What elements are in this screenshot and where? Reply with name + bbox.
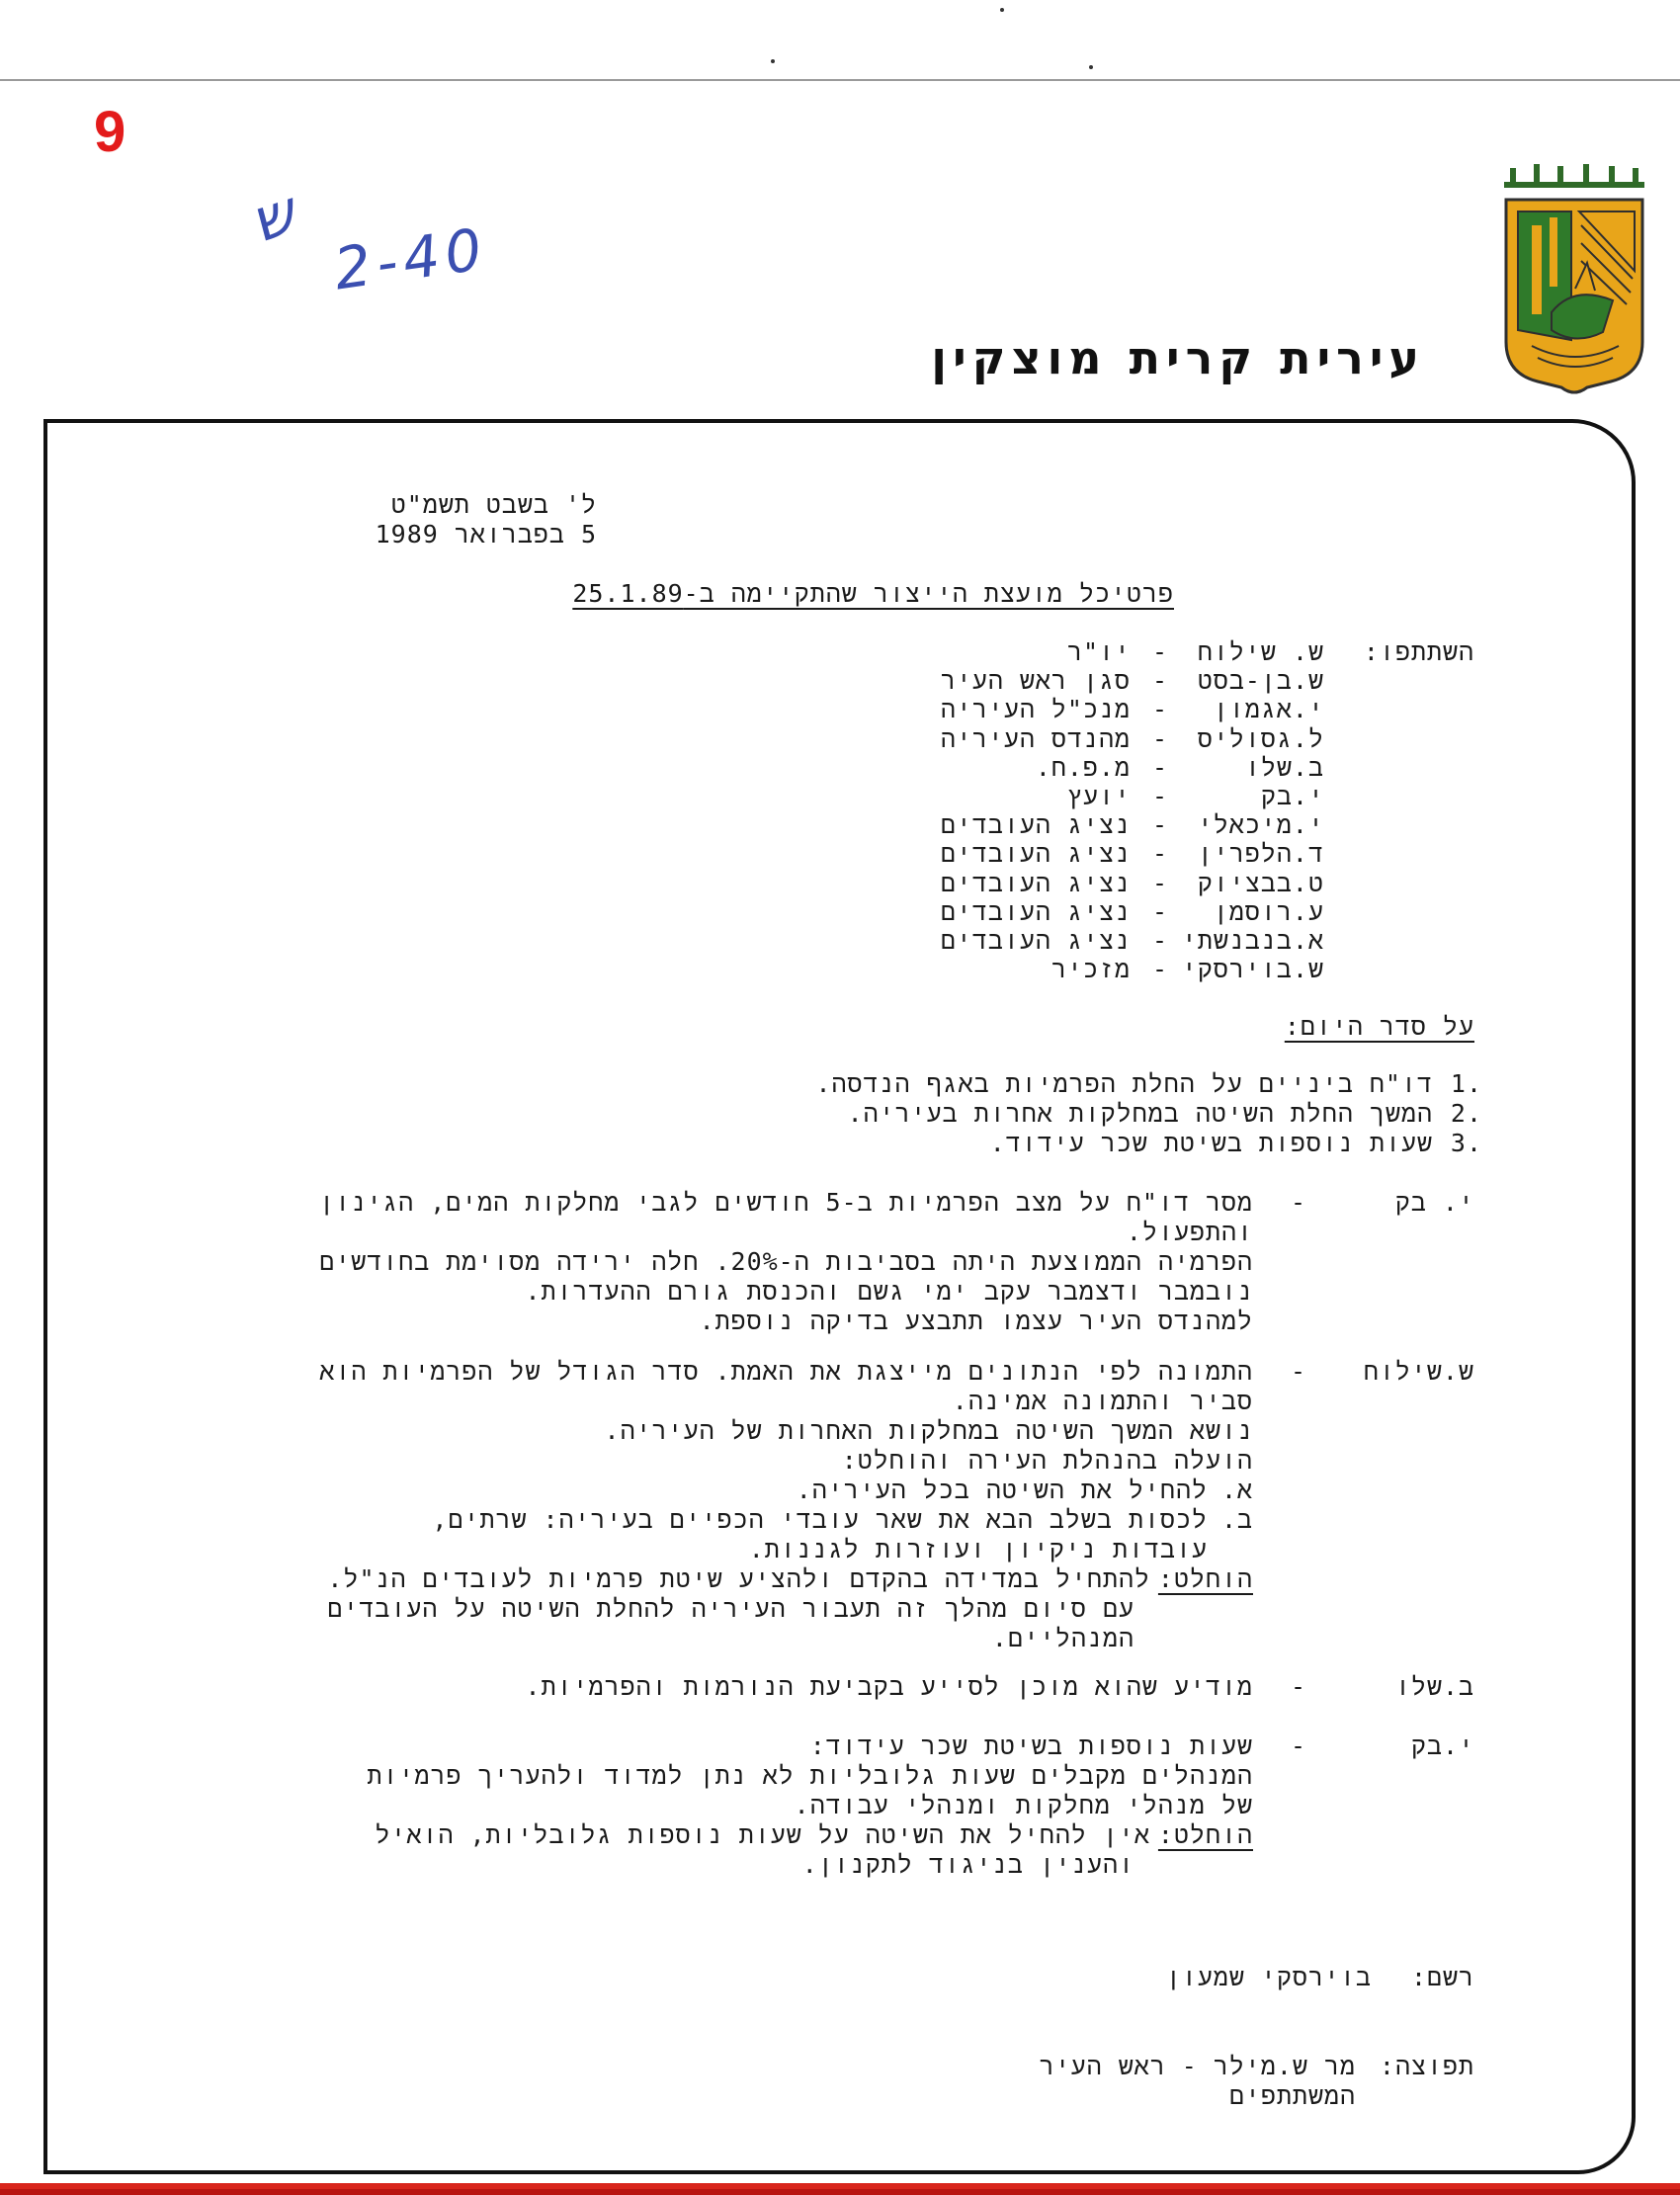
speaker-name: ב.שלו — [1394, 1672, 1474, 1701]
agenda-list — [692, 1069, 1482, 1158]
participant-row — [889, 869, 1324, 897]
agenda-text: דו"ח ביניים על החלת הפרמיות באגף הנדסה. — [815, 1069, 1433, 1098]
participant-name: ע.רוסמן — [1213, 896, 1324, 926]
participant-name: י.אגמון — [1213, 695, 1324, 724]
text-line: והתפעול. — [1126, 1218, 1253, 1246]
participant-row — [889, 810, 1324, 839]
participant-role: נציג העובדים — [940, 896, 1131, 926]
participant-dash: - — [1151, 810, 1168, 840]
participant-row — [889, 926, 1324, 955]
agenda-number: 2. — [1450, 1099, 1482, 1128]
text-line: הועלה בהנהלת העירה והוחלט: — [841, 1446, 1253, 1475]
participant-row — [889, 753, 1324, 782]
text-line: למהנדס העיר עצמו תתבצע בדיקה נוספת. — [699, 1307, 1253, 1335]
text-line: המנהלים מקבלים שעות גלובליות לא נתן למדוד ולהעריך פרמיות — [367, 1761, 1253, 1790]
participant-dash: - — [1151, 955, 1168, 984]
participant-row — [889, 637, 1324, 666]
participant-role: יועץ — [1066, 781, 1131, 810]
recorder-label: רשם: — [1410, 1963, 1474, 1991]
city-crest-logo — [1502, 164, 1646, 401]
subitem-label: ב. — [1220, 1505, 1253, 1534]
participant-name: ט.בבציוק — [1197, 868, 1324, 897]
handwritten-file-ref: 2-40 — [330, 214, 492, 303]
city-name-header: עירית קרית מוצקין — [931, 331, 1425, 384]
agenda-label: על סדר היום: — [1284, 1012, 1474, 1041]
page-number: 9 — [94, 100, 126, 164]
decision-text: המנהליים. — [991, 1624, 1134, 1652]
participants-label: השתתפו: — [1363, 637, 1474, 666]
participant-row — [889, 782, 1324, 810]
decision-subitem — [319, 1476, 1253, 1505]
participant-role: נציג העובדים — [940, 810, 1131, 840]
participant-dash: - — [1151, 781, 1168, 810]
decision-text: עם סיום מהלך זה תעבור העיריה להחלת השיטה על העובדים — [327, 1594, 1134, 1623]
document-title: פרטיכל מועצת הייצור שהתקיימה ב-25.1.89 — [572, 579, 1174, 608]
speaker-name: ש.שילוח — [1363, 1357, 1474, 1386]
participant-dash: - — [1151, 896, 1168, 926]
decision-text: אין להחיל את השיטה על שעות נוספות גלובליות, הואיל — [375, 1820, 1150, 1849]
speaker-dash: - — [1290, 1188, 1306, 1217]
decision-label: הוחלט: — [1157, 1564, 1253, 1593]
participants-list — [889, 637, 1324, 983]
participant-name: ש.בוירסקי — [1181, 955, 1324, 984]
agenda-number: 3. — [1450, 1129, 1482, 1157]
decision-subitem — [319, 1505, 1253, 1535]
participant-dash: - — [1151, 868, 1168, 897]
speaker-name: י. בק — [1394, 1188, 1474, 1217]
participant-role: יו"ר — [1066, 637, 1131, 666]
participant-name: ל.גסוליס — [1197, 723, 1324, 753]
agenda-item — [692, 1069, 1482, 1099]
participant-dash: - — [1151, 695, 1168, 724]
text-line: שעות נוספות בשיטת שכר עידוד: — [809, 1731, 1253, 1760]
distribution-line: המשתתפים — [1228, 2081, 1356, 2110]
participant-name: ש. שילוח — [1197, 637, 1324, 666]
participant-role: מזכיר — [1050, 955, 1131, 984]
decision-block — [367, 1820, 1253, 1880]
subitem-label: א. — [1220, 1476, 1253, 1504]
footer-red-bar — [0, 2189, 1680, 2195]
participant-row — [889, 955, 1324, 983]
scan-dot — [1089, 65, 1093, 69]
handwritten-initials: ש — [242, 178, 304, 257]
scan-dot — [1000, 8, 1004, 12]
participant-dash: - — [1151, 637, 1168, 666]
participant-dash: - — [1151, 752, 1168, 782]
participant-row — [889, 724, 1324, 753]
agenda-text: שעות נוספות בשיטת שכר עידוד. — [989, 1129, 1433, 1157]
participant-dash: - — [1151, 666, 1168, 696]
paragraph-overtime — [367, 1731, 1253, 1880]
paragraph-shalev: מודיע שהוא מוכן לסייע בקביעת הנורמות והפרמיות. — [525, 1672, 1253, 1701]
participant-name: י.בק — [1260, 781, 1324, 810]
text-line: נושא המשך השיטה במחלקות האחרות של העיריה. — [604, 1416, 1253, 1445]
decision-text: והענין בניגוד לתקנון. — [801, 1850, 1134, 1879]
decision-label: הוחלט: — [1157, 1820, 1253, 1849]
participant-name: י.מיכאלי — [1197, 810, 1324, 840]
participant-role: סגן ראש העיר — [940, 666, 1131, 696]
date-gregorian: 5 בפברואר 1989 — [375, 520, 597, 549]
text-line: מסר דו"ח על מצב הפרמיות ב-5 חודשים לגבי מחלקות המים, הגינון — [319, 1188, 1253, 1217]
speaker-dash: - — [1290, 1731, 1306, 1760]
speaker-name: י.בק — [1410, 1731, 1474, 1760]
distribution-line: מר ש.מילר - ראש העיר — [1039, 2052, 1356, 2080]
paragraph-bek-report — [319, 1188, 1253, 1336]
speaker-dash: - — [1290, 1672, 1306, 1701]
scan-dot — [771, 59, 775, 63]
participant-name: א.בנבנשתי — [1181, 925, 1324, 955]
date-hebrew: ל' בשבט תשמ"ט — [390, 490, 597, 519]
paragraph-shiloach — [319, 1357, 1253, 1653]
participant-role: נציג העובדים — [940, 868, 1131, 897]
participant-role: נציג העובדים — [940, 839, 1131, 869]
agenda-number: 1. — [1450, 1069, 1482, 1098]
decision-block — [319, 1564, 1253, 1653]
participant-name: ד.הלפרין — [1197, 839, 1324, 869]
text-line: הפרמיה הממוצעת היתה בסביבות ה-20%. חלה ירידה מסוימת בחודשים — [319, 1247, 1253, 1276]
subitem-text: עובדות ניקיון ועוזרות לגננות. — [748, 1535, 1208, 1563]
participant-row — [889, 695, 1324, 723]
text-line: התמונה לפי הנתונים מייצגת את האמת. סדר הגודל של הפרמיות הוא — [319, 1357, 1253, 1386]
participant-row — [889, 839, 1324, 868]
text-line: של מנהלי מחלקות ומנהלי עבודה. — [794, 1791, 1253, 1819]
participant-name: ב.שלו — [1244, 752, 1324, 782]
participant-role: מהנדס העיריה — [940, 723, 1131, 753]
distribution-label: תפוצה: — [1379, 2052, 1474, 2080]
text-line: נובמבר ודצמבר עקב ימי גשם והכנסת גורם ההעדרות. — [525, 1277, 1253, 1306]
participant-dash: - — [1151, 839, 1168, 869]
participant-role: מנכ"ל העיריה — [940, 695, 1131, 724]
recorder-name: בוירסקי שמעון — [1165, 1963, 1372, 1991]
agenda-item — [692, 1129, 1482, 1158]
participant-name: ש.בן-בסט — [1197, 666, 1324, 696]
subitem-text: לכסות בשלב הבא את שאר עובדי הכפיים בעיריה: שרתים, — [432, 1505, 1208, 1534]
scan-top-line — [0, 79, 1680, 81]
decision-text: להתחיל במדידה בהקדם ולהציע שיטת פרמיות לעובדים הנ"ל. — [327, 1564, 1150, 1593]
participant-dash: - — [1151, 925, 1168, 955]
participant-row — [889, 897, 1324, 926]
subitem-text: להחיל את השיטה בכל העיריה. — [796, 1476, 1208, 1504]
agenda-text: המשך החלת השיטה במחלקות אחרות בעיריה. — [847, 1099, 1433, 1128]
participant-dash: - — [1151, 723, 1168, 753]
participant-role: מ.פ.ח. — [1035, 752, 1131, 782]
text-line: סביר והתמונה אמינה. — [952, 1387, 1253, 1415]
speaker-dash: - — [1290, 1357, 1306, 1386]
agenda-item — [692, 1099, 1482, 1129]
participant-row — [889, 666, 1324, 695]
participant-role: נציג העובדים — [940, 925, 1131, 955]
